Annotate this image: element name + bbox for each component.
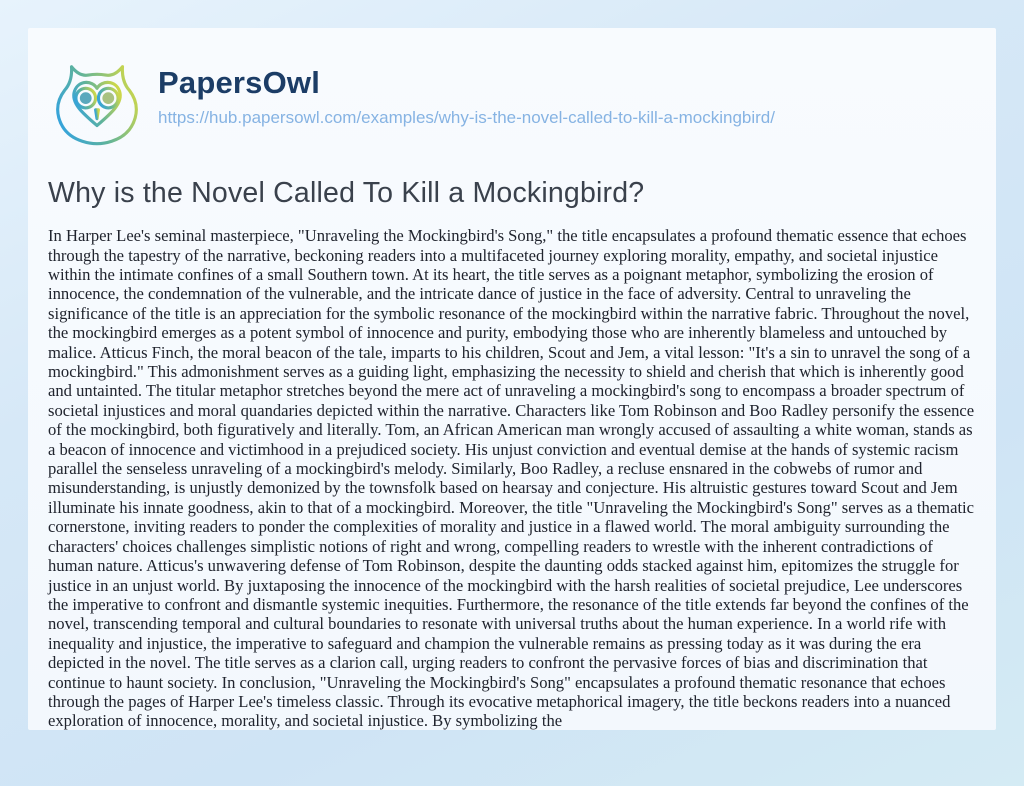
brand-name[interactable]: PapersOwl [158,65,321,100]
owl-right-eye [102,92,114,104]
source-url-link[interactable]: https://hub.papersowl.com/examples/why-is-the-novel-called-to-kill-a-mockingbird/ [158,108,775,128]
owl-icon [48,54,146,152]
document-panel [28,28,996,730]
article-body-text: In Harper Lee's seminal masterpiece, "Unraveling the Mockingbird's Song," the title encapsulates a profound thematic essence that echoes through the tapestry of the narrative, beckoning readers into a multifaceted journey exploring morality, empathy, and societal injustice within the intimate confines of a small Southern town. At its heart, the title serves as a poignant metaphor, symbolizing the erosion of innocence, the condemnation of the vulnerable, and the intricate dance of justice in the face of adversity. Central to unraveling the significance of the title is an appreciation for the symbolic resonance of the mockingbird within the narrative fabric. Throughout the novel, the mockingbird emerges as a potent symbol of innocence and purity, embodying those who are inherently blameless and untouched by malice. Atticus Finch, the moral beacon of the tale, imparts to his children, Scout and Jem, a vital lesson: "It's a sin to unravel the song of a mockingbird." This admonishment serves as a guiding light, emphasizing the necessity to shield and cherish that which is inherently good and untainted. The titular metaphor stretches beyond the mere act of unraveling a mockingbird's song to encompass a broader spectrum of societal injustices and moral quandaries depicted within the narrative. Characters like Tom Robinson and Boo Radley personify the essence of the mockingbird, both figuratively and literally. Tom, an African American man wrongly accused of assaulting a white woman, stands as a beacon of innocence and victimhood in a prejudiced society. His unjust conviction and eventual demise at the hands of systemic racism parallel the senseless unraveling of a mockingbird's melody. Similarly, Boo Radley, a recluse ensnared in the cobwebs of rumor and misunderstanding, is unjustly demonized by the townsfolk based on hearsay and conjecture. His altruistic gestures toward Scout and Jem illuminate his innate goodness, akin to that of a mockingbird. Moreover, the title "Unraveling the Mockingbird's Song" serves as a thematic cornerstone, inviting readers to ponder the complexities of morality and justice in a flawed world. The moral ambiguity surrounding the characters' choices challenges simplistic notions of right and wrong, compelling readers to wrestle with the inherent contradictions of human nature. Atticus's unwavering defense of Tom Robinson, despite the daunting odds stacked against him, epitomizes the struggle for justice in an unjust world. By juxtaposing the innocence of the mockingbird with the harsh realities of societal prejudice, Lee underscores the imperative to confront and dismantle systemic inequities. Furthermore, the resonance of the title extends far beyond the confines of the novel, transcending temporal and cultural boundaries to resonate with universal truths about the human experience. In a world rife with inequality and injustice, the imperative to safeguard and champion the vulnerable remains as pressing today as it was during the era depicted in the novel. The title serves as a clarion call, urging readers to confront the pervasive forces of bias and discrimination that continue to haunt society. In conclusion, "Unraveling the Mockingbird's Song" encapsulates a profound thematic resonance that echoes through the pages of Harper Lee's timeless classic. Through its evocative metaphorical imagery, the title beckons readers into a nuanced exploration of innocence, morality, and societal injustice. By symbolizing the [48,226,975,731]
article-title: Why is the Novel Called To Kill a Mockingbird? [48,177,645,209]
site-header [48,54,976,152]
owl-left-eye [80,92,92,104]
brand-block [158,54,775,128]
